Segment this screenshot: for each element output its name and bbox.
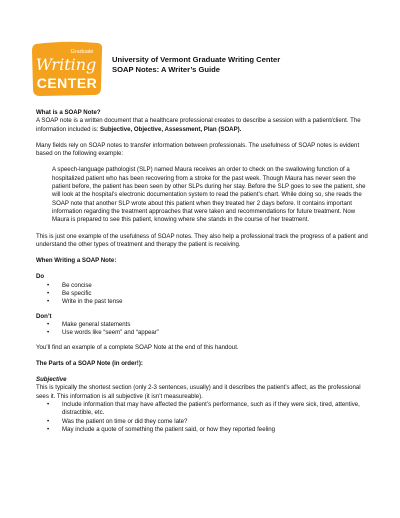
example-blockquote: A speech-language pathologist (SLP) named Maura receives an order to check on the swallowing function of a hospitalized patient who has been recovering from a stroke for the past week. Though Maura has never seen the patient before, the patient has been seen by other SLPs during her stay. Before the SLP goes to see the patient, she will look at the hospital’s electronic documentation system to read the patient’s chart. While doing so, she reads the SOAP note that another SLP wrote about this patient when they treated her 2 days before. It contains important information regarding the treatment approaches that were taken and recommendations for future treatment. Now Maura is prepared to see this patient, knowing where she stands in the course of her treatment. bbox=[52, 166, 366, 224]
subjective-list bbox=[36, 401, 372, 434]
list-item: • Include information that may have affected the patient’s performance, such as if they were sick, tired, attentive, distractible, etc. bbox=[36, 401, 372, 418]
subjective-paragraph: This is typically the shortest section (only 2-3 sentences, usually) and it describes the patient’s affect, as the professional sees it. This information is all subjective (it isn’t measureable). bbox=[36, 384, 361, 400]
usefulness-paragraph: Many fields rely on SOAP notes to transfer information between professionals. The usefulness of SOAP notes is evident based on the following example: bbox=[36, 141, 360, 158]
do-list bbox=[36, 282, 372, 307]
document-title: University of Vermont Graduate Writing Center bbox=[112, 55, 281, 64]
writing-center-logo bbox=[30, 40, 104, 98]
closing-paragraph: This is just one example of the usefulness of SOAP notes. They also help a professional track the progress of a patient and understand the other types of treatment and therapy the patient is receiving. bbox=[36, 232, 368, 248]
document-header bbox=[112, 55, 280, 75]
intro-text: A SOAP note is a written document that a healthcare professional creates to describe a session with a patient/client. The information included is: bbox=[36, 117, 361, 133]
list-item: • Was the patient on time or did they come late? bbox=[36, 418, 372, 426]
heading-what-is-soap: What is a SOAP Note? bbox=[36, 109, 101, 116]
intro-paragraph bbox=[36, 117, 372, 134]
do-label: Do bbox=[36, 273, 45, 281]
heading-parts: The Parts of a SOAP Note (in order!): bbox=[36, 359, 143, 367]
list-item: • Make general statements bbox=[36, 321, 372, 329]
subjective-label: Subjective bbox=[36, 376, 67, 384]
document-body bbox=[36, 109, 372, 434]
list-item: • Be specific bbox=[36, 290, 372, 298]
list-item: • Be concise bbox=[36, 282, 372, 290]
list-item: • May include a quote of something the patient said, or how they reported feeling bbox=[36, 426, 372, 434]
list-item: • Write in the past tense bbox=[36, 298, 372, 306]
logo-word-center: CENTER bbox=[36, 75, 98, 91]
example-note-paragraph: You’ll find an example of a complete SOAP Note at the end of this handout. bbox=[36, 343, 239, 351]
dont-list bbox=[36, 321, 372, 338]
intro-soap-terms: Subjective, Objective, Assessment, Plan (SOAP). bbox=[100, 125, 242, 133]
logo-small-text: Graduate bbox=[70, 49, 94, 55]
logo-word-writing: Writing bbox=[35, 55, 97, 74]
heading-when-writing: When Writing a SOAP Note: bbox=[36, 257, 117, 265]
dont-label: Don’t bbox=[36, 312, 52, 320]
list-item: • Use words like “seem” and “appear” bbox=[36, 329, 372, 337]
logo-badge-icon bbox=[30, 40, 104, 98]
document-subtitle: SOAP Notes: A Writer’s Guide bbox=[112, 65, 221, 74]
